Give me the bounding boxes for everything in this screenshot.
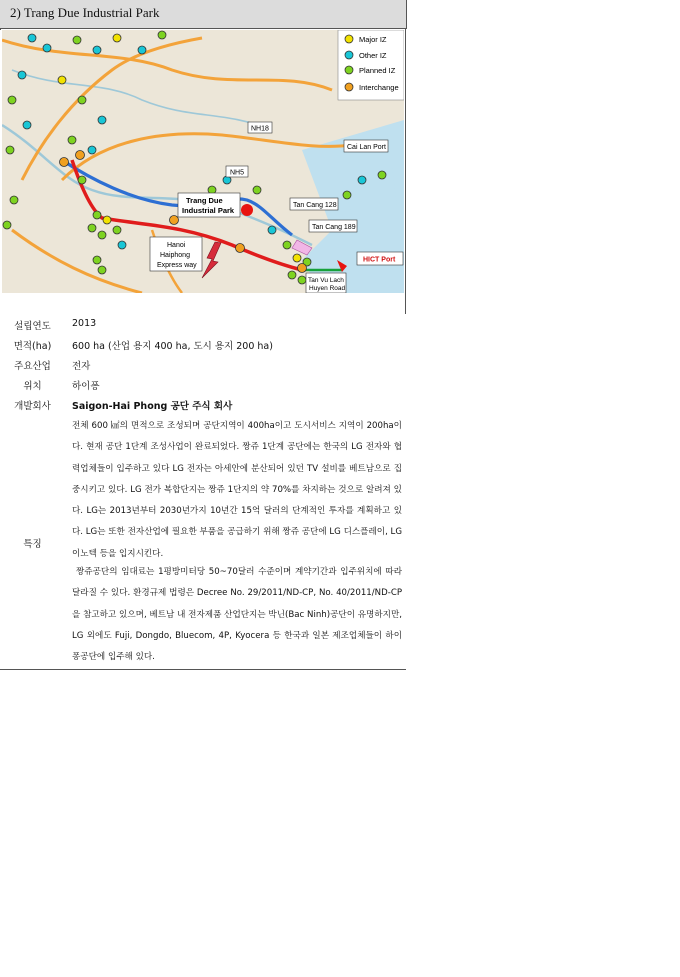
industry-value: 전자 bbox=[72, 361, 91, 372]
legend-interchange-swatch bbox=[345, 83, 353, 91]
developer-label: 개발회사 bbox=[14, 401, 51, 412]
label-cai-lan: Cai Lan Port bbox=[347, 144, 386, 151]
label-expressway-3: Express way bbox=[157, 262, 197, 269]
label-tan-vu-2: Huyen Road bbox=[309, 285, 346, 292]
label-tan-cang-189: Tan Cang 189 bbox=[312, 224, 356, 231]
map-legend bbox=[338, 30, 404, 100]
legend-other-swatch bbox=[345, 51, 353, 59]
industry-label: 주요산업 bbox=[14, 361, 51, 372]
label-trang-due-1: Trang Due bbox=[186, 196, 223, 205]
section-title: 2) Trang Due Industrial Park bbox=[10, 5, 160, 20]
legend-interchange-label: Interchange bbox=[359, 83, 399, 92]
features-label: 특징 bbox=[23, 539, 42, 550]
label-trang-due-2: Industrial Park bbox=[182, 206, 235, 215]
section-header bbox=[0, 0, 407, 29]
year-value: 2013 bbox=[72, 318, 97, 329]
label-nh5: NH5 bbox=[230, 169, 245, 177]
legend-planned-label: Planned IZ bbox=[359, 66, 396, 75]
area-label: 면적(ha) bbox=[13, 341, 52, 352]
label-expressway-1: Hanoi bbox=[167, 242, 186, 249]
label-nh18: NH18 bbox=[251, 125, 269, 133]
features-paragraph-1: 전체 600 ㎢의 면적으로 조성되며 공단지역이 400ha이고 도시서비스 지역이 200ha이다. 현재 공단 1단계 조성사업이 완료되었다. 짱쥬 1단계 공단에는 한국의 LG 전자와 협력업체들이 입주하고 있다 LG 전자는 아세안에 분산되어 있던 TV 설비를 베트남으로 집중시키고 있다. LG 전가 복합단지는 짱쥬 1단지의 약 70%를 차지하는 것으로 알려져 있다. LG는 2013년부터 2030년가지 10년간 15억 달러의 단계적인 투자를 계획하고 있다. LG는 또한 전자산업에 필요한 부품을 공급하기 위해 짱쥬 공단에 LG 디스플레이, LG 이노텍 등을 입지시킨다. bbox=[72, 421, 402, 559]
table-bottom-border bbox=[0, 669, 406, 670]
developer-value: Saigon-Hai Phong 공단 주식 회사 bbox=[72, 401, 233, 412]
year-label: 설립연도 bbox=[14, 321, 51, 332]
location-label: 위치 bbox=[23, 381, 42, 392]
legend-other-label: Other IZ bbox=[359, 51, 387, 60]
legend-major-swatch bbox=[345, 35, 353, 43]
legend-major-label: Major IZ bbox=[359, 35, 387, 44]
area-value: 600 ha (산업 용지 400 ha, 도시 용지 200 ha) bbox=[72, 341, 273, 352]
legend-planned-swatch bbox=[345, 66, 353, 74]
location-value: 하이퐁 bbox=[72, 381, 100, 392]
label-tan-cang-128: Tan Cang 128 bbox=[293, 202, 337, 209]
features-paragraph-2: 짱쥬공단의 임대료는 1평방미터당 50~70달러 수준이며 계약기간과 입주위치에 따라 달라질 수 있다. 환경규제 법령은 Decree No. 29/2011/ND-CP, No. 40/2011/ND-CP을 참고하고 있으며, 베트남 내 전자제품 산업단지는 박닌(Bac Ninh)공단이 유명하지만, LG 외에도 Fuji, Dongdo, Bluecom, 4P, Kyocera 등 한국과 일본 제조업체들이 하이퐁공단에 입주해 있다. bbox=[72, 567, 402, 663]
label-hict: HICT Port bbox=[363, 256, 396, 264]
trang-due-marker bbox=[241, 204, 253, 216]
label-expressway-2: Haiphong bbox=[160, 252, 190, 259]
label-tan-vu-1: Tan Vu Lach bbox=[308, 277, 344, 284]
frame-right-border bbox=[405, 28, 406, 314]
location-map bbox=[2, 30, 404, 293]
